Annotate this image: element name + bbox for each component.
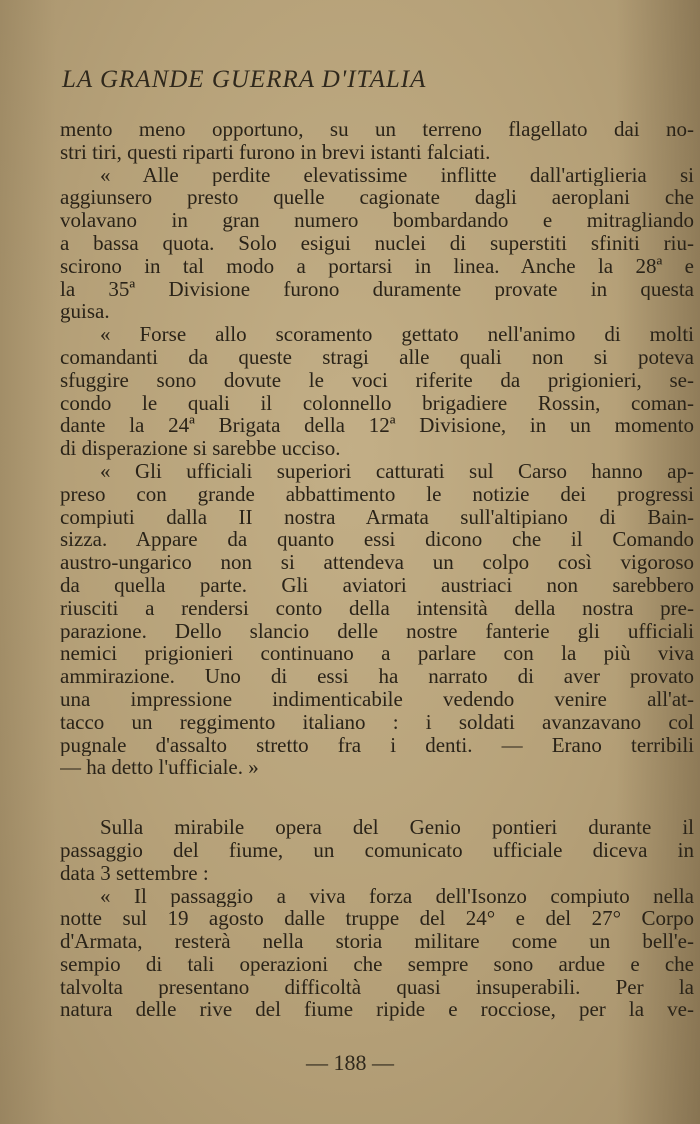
text-line: da quella parte. Gli aviatori austriaci non sarebbero	[60, 573, 694, 597]
text-line: la 35ª Divisione furono duramente provate in questa	[60, 277, 694, 301]
text-line: passaggio del fiume, un comunicato ufficiale diceva in	[60, 838, 694, 862]
text-line: sizza. Appare da quanto essi dicono che il Comando	[60, 528, 694, 552]
text-line: stri tiri, questi riparti furono in brevi istanti falciati.	[60, 140, 491, 164]
text-line: talvolta presentano difficoltà quasi insuperabili. Per la	[60, 975, 694, 999]
text-line: « Alle perdite elevatissime inflitte dall'artiglieria si	[100, 163, 694, 187]
paragraph	[60, 885, 694, 1022]
text-line: riusciti a rendersi conto della intensità della nostra pre-	[60, 596, 694, 620]
text-line: Sulla mirabile opera del Genio pontieri durante il	[100, 816, 694, 839]
text-line: parazione. Dello slancio delle nostre fanterie gli ufficiali	[60, 619, 694, 643]
text-line: austro-ungarico non si attendeva un colpo così vigoroso	[60, 551, 694, 574]
running-head: LA GRANDE GUERRA D'ITALIA	[62, 66, 427, 93]
text-line: notte sul 19 agosto dalle truppe del 24° e del 27° Corpo	[60, 907, 694, 931]
text-line: natura delle rive del fiume ripide e rocciose, per la ve-	[60, 998, 694, 1022]
paragraph	[60, 460, 694, 779]
text-line: sfuggire sono dovute le voci riferite da prigionieri, se-	[60, 368, 694, 392]
text-line: mento meno opportuno, su un terreno flagellato dai no-	[60, 118, 694, 141]
text-line: guisa.	[60, 300, 110, 324]
text-line: « Gli ufficiali superiori catturati sul Carso hanno ap-	[100, 459, 694, 483]
paragraph	[60, 816, 694, 884]
text-line: di disperazione si sarebbe ucciso.	[60, 437, 341, 460]
text-line: pugnale d'assalto stretto fra i denti. — Erano terribili	[60, 733, 694, 757]
text-line: scirono in tal modo a portarsi in linea. Anche la 28ª e	[60, 254, 694, 278]
paragraph-gap	[60, 779, 694, 816]
text-line: « Forse allo scoramento gettato nell'animo di molti	[100, 323, 694, 346]
text-line: « Il passaggio a viva forza dell'Isonzo compiuto nella	[100, 884, 694, 908]
paragraph	[60, 323, 694, 460]
text-line: una impressione indimenticabile vedendo venire all'at-	[60, 687, 694, 711]
text-line: compiuti dalla II nostra Armata sull'altipiano di Bain-	[60, 505, 694, 529]
body-text	[60, 118, 694, 1021]
text-line: sempio di tali operazioni che sempre sono ardue e che	[60, 952, 694, 976]
text-line: volavano in gran numero bombardando e mitragliando	[60, 209, 694, 232]
paragraph	[60, 164, 694, 324]
text-line: tacco un reggimento italiano : i soldati avanzavano col	[60, 710, 694, 734]
text-line: a bassa quota. Solo esigui nuclei di superstiti sfiniti riu-	[60, 231, 694, 255]
text-line: aggiunsero presto quelle cagionate dagli aeroplani che	[60, 186, 694, 210]
text-line: comandanti da queste stragi alle quali non si poteva	[60, 345, 694, 369]
text-line: condo le quali il colonnello brigadiere Rossin, coman-	[60, 391, 694, 415]
page-number: — 188 —	[306, 1050, 394, 1075]
text-line: nemici prigionieri continuano a parlare con la più viva	[60, 642, 694, 666]
text-line: preso con grande abbattimento le notizie dei progressi	[60, 482, 694, 506]
text-line: ammirazione. Uno di essi ha narrato di aver provato	[60, 665, 694, 688]
text-line: — ha detto l'ufficiale. »	[60, 756, 259, 780]
text-line: data 3 settembre :	[60, 861, 209, 885]
paragraph	[60, 118, 694, 164]
text-line: d'Armata, resterà nella storia militare come un bell'e-	[60, 930, 694, 953]
text-line: dante la 24ª Brigata della 12ª Divisione, in un momento	[60, 414, 694, 438]
